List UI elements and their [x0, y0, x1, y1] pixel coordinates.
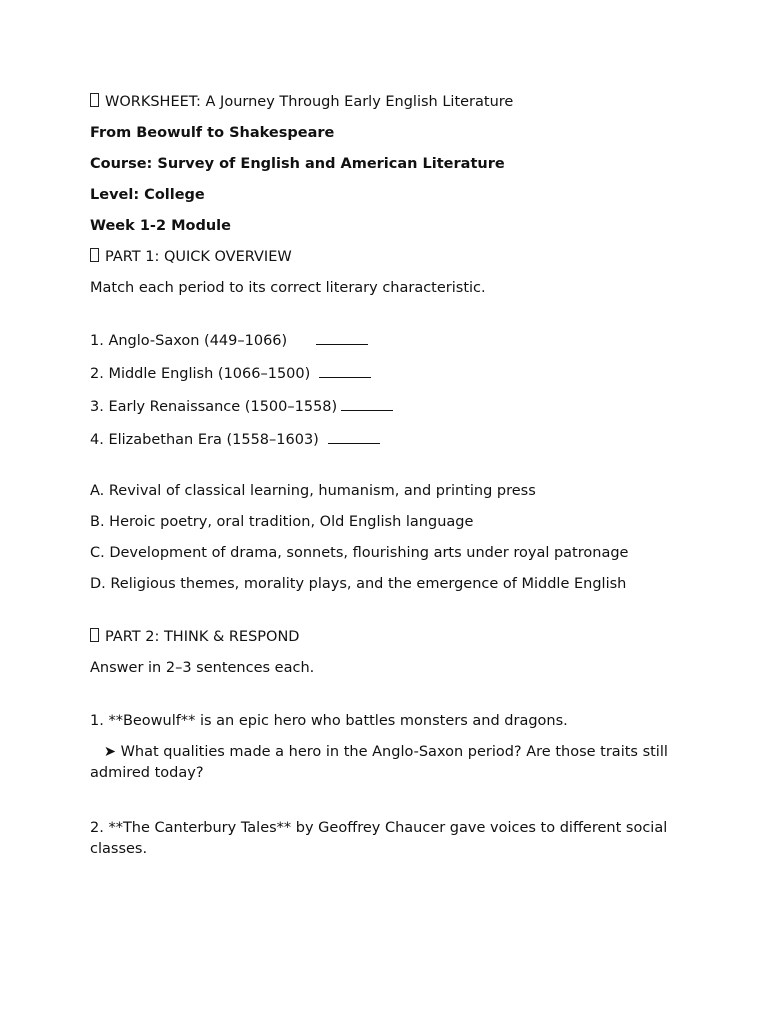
missing-glyph-icon [90, 628, 99, 642]
missing-glyph-icon [90, 248, 99, 262]
part1-instruction: Match each period to its correct literary characteristic. [90, 280, 486, 296]
question-1: 1. **Beowulf** is an epic hero who battles monsters and dragons. [90, 713, 568, 729]
characteristic-item: B. Heroic poetry, oral tradition, Old English language [90, 514, 474, 530]
level-line: Level: College [90, 187, 205, 203]
spacer [90, 689, 680, 711]
answer-blank[interactable] [341, 395, 393, 411]
worksheet-page [90, 92, 680, 871]
question-1-prompt: ➤ What qualities made a hero in the Anglo-Saxon period? Are those traits still admired today? [90, 744, 673, 781]
part2-heading-text: PART 2: THINK & RESPOND [105, 629, 300, 645]
missing-glyph-icon [90, 93, 99, 107]
characteristic-item: A. Revival of classical learning, humanism, and printing press [90, 483, 536, 499]
course-line: Course: Survey of English and American Literature [90, 156, 505, 172]
period-label: 2. Middle English (1066–1500) [90, 366, 311, 382]
worksheet-title-text: WORKSHEET: A Journey Through Early English Literature [105, 94, 514, 110]
spacer [90, 795, 680, 818]
part1-heading-text: PART 1: QUICK OVERVIEW [105, 249, 292, 265]
period-label: 3. Early Renaissance (1500–1558) [90, 399, 338, 415]
spacer [90, 309, 680, 329]
spacer [90, 461, 680, 481]
worksheet-title [90, 92, 680, 112]
worksheet-subtitle: From Beowulf to Shakespeare [90, 125, 335, 141]
spacer [90, 605, 680, 627]
characteristic-item: D. Religious themes, morality plays, and the emergence of Middle English [90, 576, 627, 592]
answer-blank[interactable] [316, 329, 368, 345]
question-2: 2. **The Canterbury Tales** by Geoffrey Chaucer gave voices to different social classes. [90, 820, 668, 857]
period-label: 1. Anglo-Saxon (449–1066) [90, 333, 288, 349]
answer-blank[interactable] [319, 362, 371, 378]
answer-blank[interactable] [328, 428, 380, 444]
period-item [90, 428, 680, 450]
characteristic-item: C. Development of drama, sonnets, flourishing arts under royal patronage [90, 545, 629, 561]
part1-heading [90, 247, 680, 267]
part2-heading [90, 627, 680, 647]
module-line: Week 1-2 Module [90, 218, 231, 234]
period-item [90, 362, 680, 384]
period-item [90, 395, 680, 417]
part2-instruction: Answer in 2–3 sentences each. [90, 660, 315, 676]
period-label: 4. Elizabethan Era (1558–1603) [90, 432, 319, 448]
period-item [90, 329, 680, 351]
